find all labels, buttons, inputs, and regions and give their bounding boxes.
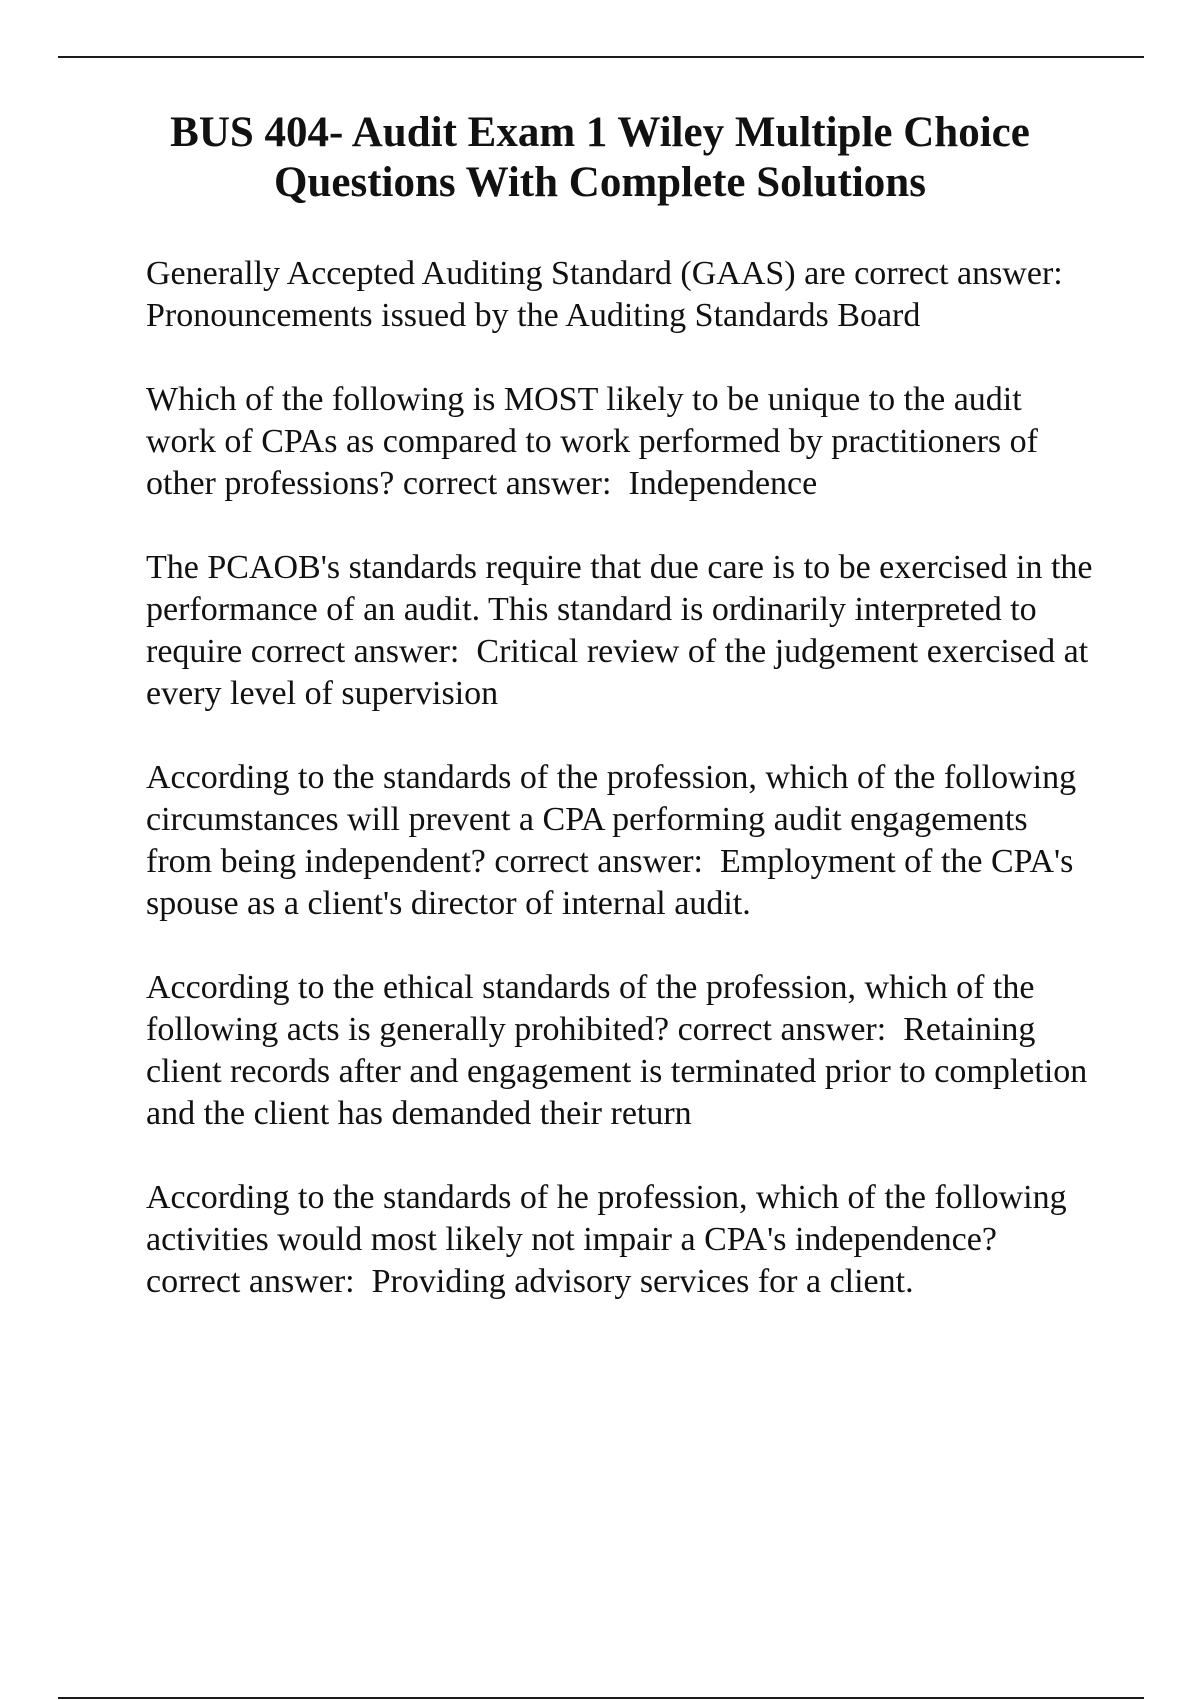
answer-text: Critical review of the judgement exercised at every level of supervision (146, 633, 1089, 712)
answer-marker: correct answer: (402, 465, 629, 502)
qa-entry (146, 379, 1096, 505)
qa-entry (146, 547, 1096, 715)
answer-marker: correct answer: (146, 1263, 372, 1300)
question-text: According to the standards of the profession, which of the following circumstances will prevent a CPA performing audit engagements from being independent? (146, 759, 1077, 880)
header-divider (58, 56, 1144, 58)
answer-text: Retaining client records after and engagement is terminated prior to completion and the client has demanded their return (146, 1011, 1088, 1132)
answer-text: Pronouncements issued by the Auditing Standards Board (146, 297, 921, 334)
answer-marker: correct answer: (250, 633, 477, 670)
question-text: Generally Accepted Auditing Standard (GAAS) are (146, 255, 846, 292)
qa-entry (146, 967, 1096, 1135)
answer-text: Providing advisory services for a client. (371, 1263, 914, 1300)
qa-entry (146, 253, 1096, 337)
document-title: BUS 404- Audit Exam 1 Wiley Multiple Choice Questions With Complete Solutions (170, 109, 1030, 206)
answer-marker: correct answer: (677, 1011, 904, 1048)
answer-marker: correct answer: (494, 843, 720, 880)
answer-marker: correct answer: (854, 255, 1072, 292)
qa-entry (146, 1177, 1096, 1303)
question-text: Which of the following is MOST likely to be unique to the audit work of CPAs as compared to work performed by practitioners of other professions? (146, 381, 1038, 502)
answer-text: Employment of the CPA's spouse as a client's director of internal audit. (146, 843, 1074, 922)
question-text: The PCAOB's standards require that due care is to be exercised in the performance of an audit. This standard is ordinarily interpreted to require (146, 549, 1093, 670)
footer-divider (58, 1697, 1144, 1699)
question-text: According to the ethical standards of the profession, which of the following acts is generally prohibited? (146, 969, 1035, 1048)
qa-entry (146, 757, 1096, 925)
qa-list (146, 253, 1096, 1345)
answer-text: Independence (628, 465, 818, 502)
question-text: According to the standards of he profession, which of the following activities would most likely not impair a CPA's independence? (146, 1179, 1067, 1258)
